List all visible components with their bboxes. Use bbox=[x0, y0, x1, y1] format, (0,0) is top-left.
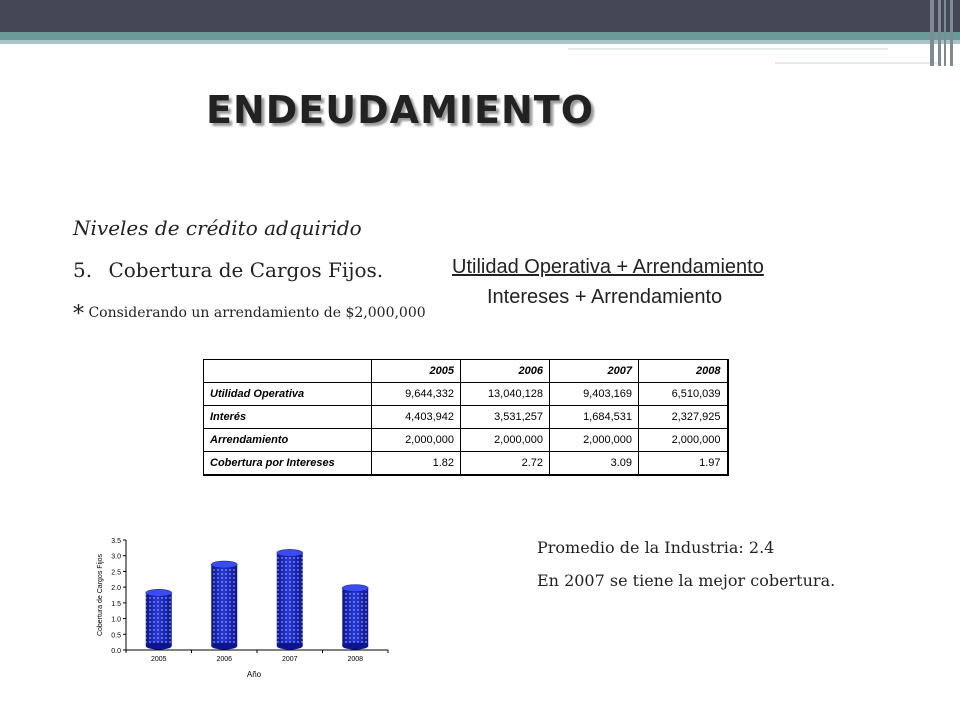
header-bar bbox=[0, 0, 960, 32]
x-axis-label: Año bbox=[246, 670, 262, 679]
decorative-stripe bbox=[930, 0, 934, 66]
table-header-row bbox=[204, 360, 728, 383]
row-label: Interés bbox=[204, 406, 372, 429]
x-tick-label: 2008 bbox=[347, 656, 364, 663]
table-cell: 1.82 bbox=[372, 452, 461, 475]
bar-base bbox=[211, 643, 237, 650]
decorative-stripe bbox=[944, 0, 946, 66]
page-title: ENDEUDAMIENTO bbox=[206, 88, 595, 132]
year-header: 2008 bbox=[639, 360, 728, 383]
y-tick-label: 3.5 bbox=[111, 538, 121, 545]
bar-base bbox=[342, 643, 368, 650]
table-row bbox=[204, 406, 728, 429]
note-text: Considerando un arrendamiento de $2,000,000 bbox=[88, 305, 426, 321]
year-header: 2006 bbox=[461, 360, 550, 383]
data-table bbox=[203, 359, 729, 476]
bar-base bbox=[277, 643, 303, 650]
y-tick-label: 1.5 bbox=[111, 600, 121, 608]
y-axis-label: Cobertura de Cargos Fijos bbox=[97, 553, 104, 637]
y-tick-label: 2.0 bbox=[111, 585, 121, 593]
table-corner-cell bbox=[204, 360, 372, 383]
table-cell: 9,403,169 bbox=[550, 383, 639, 406]
bar-texture bbox=[146, 593, 172, 646]
decorative-stripe bbox=[938, 0, 941, 66]
formula-numerator: Utilidad Operativa + Arrendamiento bbox=[452, 256, 764, 278]
table-cell: 2,000,000 bbox=[461, 429, 550, 452]
table-cell: 2,000,000 bbox=[550, 429, 639, 452]
header-accent-stripe-light bbox=[0, 40, 960, 44]
table-cell: 3.09 bbox=[550, 452, 639, 475]
formula-denominator: Intereses + Arrendamiento bbox=[487, 286, 723, 308]
table-row bbox=[204, 452, 728, 475]
table-cell: 3,531,257 bbox=[461, 406, 550, 429]
table-cell: 4,403,942 bbox=[372, 406, 461, 429]
decorative-line bbox=[568, 48, 888, 50]
list-item-text: Cobertura de Cargos Fijos. bbox=[108, 258, 384, 282]
y-tick-label: 0.0 bbox=[111, 648, 121, 655]
table-cell: 1.97 bbox=[639, 452, 728, 475]
decorative-stripe bbox=[950, 0, 953, 66]
row-label: Utilidad Operativa bbox=[204, 383, 372, 406]
table-cell: 1,684,531 bbox=[550, 406, 639, 429]
list-item bbox=[73, 258, 383, 282]
y-tick-label: 3.0 bbox=[111, 553, 121, 561]
table-row bbox=[204, 429, 728, 452]
table-cell: 6,510,039 bbox=[639, 383, 728, 406]
y-tick-label: 2.5 bbox=[111, 569, 121, 577]
row-label: Cobertura por Intereses bbox=[204, 452, 372, 475]
header-accent-stripe bbox=[0, 32, 960, 40]
y-tick-label: 1.0 bbox=[111, 616, 121, 624]
year-header: 2007 bbox=[550, 360, 639, 383]
list-item-number: 5. bbox=[73, 258, 93, 282]
x-tick-label: 2007 bbox=[281, 656, 298, 663]
table-cell: 2,000,000 bbox=[372, 429, 461, 452]
industry-average: Promedio de la Industria: 2.4 bbox=[537, 538, 775, 557]
table-cell: 13,040,128 bbox=[461, 383, 550, 406]
asterisk: * bbox=[73, 302, 84, 327]
note bbox=[73, 302, 426, 327]
table-cell: 2.72 bbox=[461, 452, 550, 475]
row-label: Arrendamiento bbox=[204, 429, 372, 452]
bar-texture bbox=[277, 553, 303, 646]
x-tick-label: 2006 bbox=[216, 656, 233, 663]
table-row bbox=[204, 383, 728, 406]
coverage-chart bbox=[92, 528, 392, 680]
best-coverage-note: En 2007 se tiene la mejor cobertura. bbox=[537, 571, 836, 590]
table-cell: 9,644,332 bbox=[372, 383, 461, 406]
bar-texture bbox=[342, 588, 368, 646]
bar-top bbox=[342, 585, 368, 592]
table-cell: 2,327,925 bbox=[639, 406, 728, 429]
year-header: 2005 bbox=[372, 360, 461, 383]
bar-base bbox=[146, 643, 172, 650]
x-tick-label: 2005 bbox=[150, 656, 167, 663]
table-cell: 2,000,000 bbox=[639, 429, 728, 452]
subtitle: Niveles de crédito adquirido bbox=[73, 216, 362, 240]
decorative-line bbox=[775, 62, 940, 64]
bar-top bbox=[211, 561, 237, 568]
bar-texture bbox=[211, 565, 237, 646]
y-tick-label: 0.5 bbox=[111, 632, 121, 640]
bar-top bbox=[146, 589, 172, 596]
bar-top bbox=[277, 549, 303, 556]
